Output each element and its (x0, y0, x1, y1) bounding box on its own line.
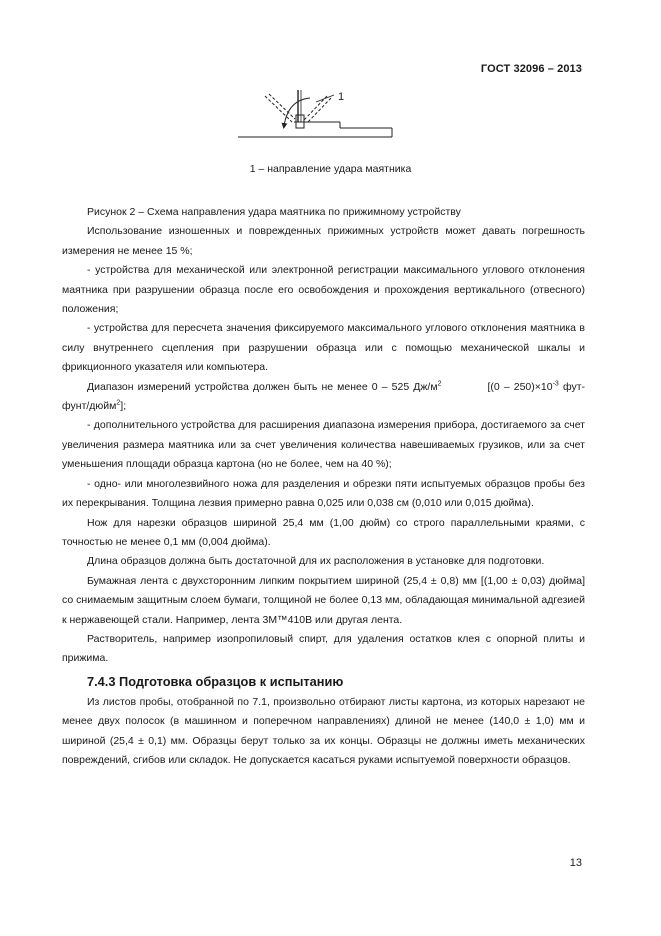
page-number: 13 (569, 857, 582, 869)
paragraph: Нож для нарезки образцов шириной 25,4 мм (1,00 дюйм) со строго параллельными краями, с точностью не менее 0,1 мм (0,004 дюйма). (62, 516, 585, 548)
pendulum-impact-diagram (232, 86, 402, 156)
measurement-range-paragraph: Диапазон измерений устройства должен быть не менее 0 – 525 $Дж/м^2$ [$(0 - 250)\times 10^{-3}$ фут-фунт/дюйм$^2$]; (62, 380, 586, 413)
paragraph: - устройства для механической или электронной регистрации максимального углового отклонения маятника при разрушении образца после его освобождения и прохождения вертикального (отвесного) положения; (62, 264, 585, 316)
paragraph: Бумажная лента с двухсторонним липким покрытием шириной (25,4 ± 0,8) мм [(1,00 ± 0,03) дюйма] со снимаемым защитным слоем бумаги, толщиной не более 0,13 мм, обладающая минимальной адгезией к нержавеющей стали. Например, лента 3M™410B или другая лента. (62, 574, 585, 626)
paragraph: - устройства для пересчета значения фиксируемого максимального углового отклонения маятника в силу внутреннего сцепления при разрушении образца или с помощью механической шкалы и фрикционного указателя или компьютера. (62, 322, 585, 374)
document-body (62, 203, 585, 770)
section-paragraph: Из листов пробы, отобранной по 7.1, произвольно отбирают листы картона, из которых нарезают не менее двух полосок (в машинном и поперечном направлениях) длиной не менее (140,0 ± 1,0) мм и шириной (25,4 ± 0,1) мм. Образцы берут только за их концы. Образцы не должны иметь механических повреждений, сгибов или складок. Не допускается касаться руками испытуемой поверхности образцов. (62, 695, 585, 766)
pendulum-right-position (304, 96, 327, 120)
standard-header: ГОСТ 32096 – 2013 (480, 63, 582, 75)
figure-legend: 1 – направление удара маятника (249, 163, 412, 175)
figure-title: Рисунок 2 – Схема направления удара маятника по прижимному устройству (87, 206, 461, 218)
paragraph: - дополнительного устройства для расширения диапазона измерения прибора, достигаемого за счет увеличения размера маятника или за счет увеличения количества навешиваемых грузиков, или за счет уменьшения площади образца картона (но не более, чем на 40 %); (62, 419, 585, 471)
callout-number: 1 (338, 91, 345, 103)
section-heading: 7.4.3 Подготовка образцов к испытанию (87, 673, 344, 689)
pendulum-left-position (265, 96, 292, 122)
paragraph: Использование изношенных и поврежденных прижимных устройств может давать погрешность измерения не менее 15 %; (62, 225, 585, 257)
paragraph: Растворитель, например изопропиловый спирт, для удаления остатков клея с опорной плиты и прижима. (62, 632, 585, 665)
paragraph: Длина образцов должна быть достаточной для их расположения в установке для подготовки. (87, 555, 545, 568)
paragraph: - одно- или многолезвийного ножа для разделения и обрезки пяти испытуемых образцов пробы без их перекрывания. Толщина лезвия примерно равна 0,025 или 0,038 см (0,010 или 0,015 дюйма). (62, 477, 585, 510)
callout-leader (316, 95, 334, 102)
